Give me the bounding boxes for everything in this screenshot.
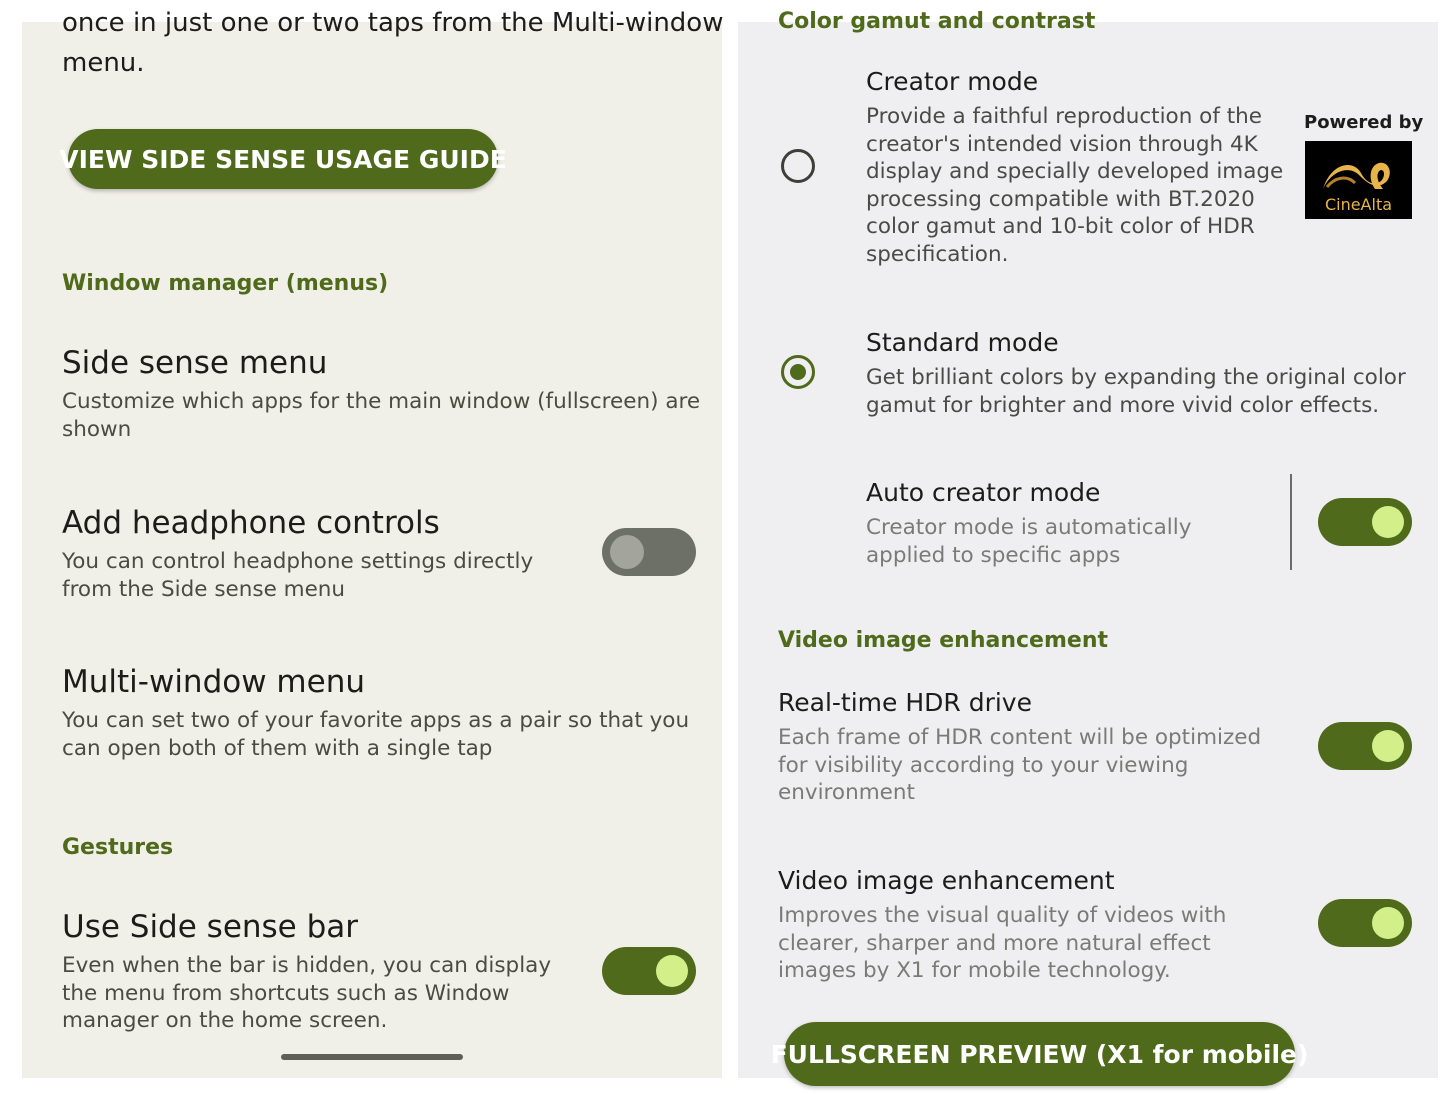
multi-window-menu-desc: You can set two of your favorite apps as a pair so that you can open both of them with a single tap bbox=[62, 708, 690, 761]
hdr-drive-toggle[interactable] bbox=[1318, 722, 1412, 770]
video-enhancement-toggle[interactable] bbox=[1318, 899, 1412, 947]
toggle-knob bbox=[610, 535, 644, 569]
auto-creator-mode-item[interactable] bbox=[738, 475, 1278, 575]
view-side-sense-guide-button[interactable]: VIEW SIDE SENSE USAGE GUIDE bbox=[68, 129, 498, 189]
fullscreen-preview-button[interactable]: FULLSCREEN PREVIEW (X1 for mobile) bbox=[784, 1022, 1295, 1086]
intro-text-line1: once in just one or two taps from the Multi-window bbox=[62, 8, 724, 38]
side-sense-bar-toggle[interactable] bbox=[602, 947, 696, 995]
auto-creator-mode-toggle[interactable] bbox=[1318, 498, 1412, 546]
side-sense-bar-title: Use Side sense bar bbox=[62, 909, 359, 945]
hdr-drive-title: Real-time HDR drive bbox=[778, 688, 1032, 717]
standard-mode-radio[interactable] bbox=[781, 355, 815, 389]
section-header-video-enhancement: Video image enhancement bbox=[778, 628, 1108, 653]
side-sense-menu-item[interactable] bbox=[22, 340, 722, 450]
video-enhancement-item[interactable] bbox=[738, 863, 1298, 993]
standard-mode-desc: Get brilliant colors by expanding the original color gamut for brighter and more vivid color effects. bbox=[866, 365, 1406, 418]
cinealta-logo-text: CineAlta bbox=[1324, 195, 1393, 214]
multi-window-menu-item[interactable] bbox=[22, 659, 722, 769]
standard-mode-title: Standard mode bbox=[866, 328, 1059, 357]
side-sense-bar-desc: Even when the bar is hidden, you can display the menu from shortcuts such as Window manager on the home screen. bbox=[62, 953, 552, 1033]
side-sense-settings-panel bbox=[22, 8, 724, 1078]
toggle-knob bbox=[1372, 907, 1404, 939]
display-settings-panel bbox=[738, 9, 1438, 1078]
video-enhancement-desc: Improves the visual quality of videos with clearer, sharper and more natural effect images by X1 for mobile technology. bbox=[778, 903, 1227, 983]
multi-window-menu-title: Multi-window menu bbox=[62, 664, 365, 700]
headphone-controls-desc: You can control headphone settings directly from the Side sense menu bbox=[62, 549, 534, 602]
section-header-window-manager: Window manager (menus) bbox=[62, 271, 389, 296]
headphone-controls-title: Add headphone controls bbox=[62, 505, 440, 541]
powered-by-label: Powered by bbox=[1304, 112, 1424, 133]
side-sense-menu-title: Side sense menu bbox=[62, 345, 328, 381]
side-sense-menu-desc: Customize which apps for the main window (fullscreen) are shown bbox=[62, 389, 701, 442]
toggle-knob bbox=[656, 955, 688, 987]
creator-mode-radio[interactable] bbox=[781, 149, 815, 183]
creator-mode-title: Creator mode bbox=[866, 67, 1039, 96]
section-header-gestures: Gestures bbox=[62, 835, 174, 860]
toggle-knob bbox=[1372, 730, 1404, 762]
toggle-knob bbox=[1372, 506, 1404, 538]
auto-creator-mode-title: Auto creator mode bbox=[866, 478, 1101, 507]
auto-creator-mode-desc: Creator mode is automatically applied to specific apps bbox=[866, 515, 1192, 568]
video-enhancement-title: Video image enhancement bbox=[778, 866, 1115, 895]
cinealta-logo bbox=[1305, 141, 1412, 219]
hdr-drive-desc: Each frame of HDR content will be optimized for visibility according to your viewing environment bbox=[778, 725, 1262, 805]
hdr-drive-item[interactable] bbox=[738, 685, 1298, 815]
section-header-color-gamut: Color gamut and contrast bbox=[778, 9, 1096, 34]
vertical-divider bbox=[1290, 474, 1292, 570]
standard-mode-option[interactable] bbox=[738, 325, 1438, 435]
gesture-nav-handle[interactable] bbox=[281, 1054, 463, 1060]
creator-mode-desc: Provide a faithful reproduction of the creator's intended vision through 4K display and specially developed image processing compatible with BT.2020 color gamut and 10-bit color of HDR specification. bbox=[866, 104, 1284, 267]
radio-dot bbox=[790, 364, 806, 380]
headphone-controls-toggle[interactable] bbox=[602, 528, 696, 576]
intro-text-line2: menu. bbox=[62, 48, 145, 78]
